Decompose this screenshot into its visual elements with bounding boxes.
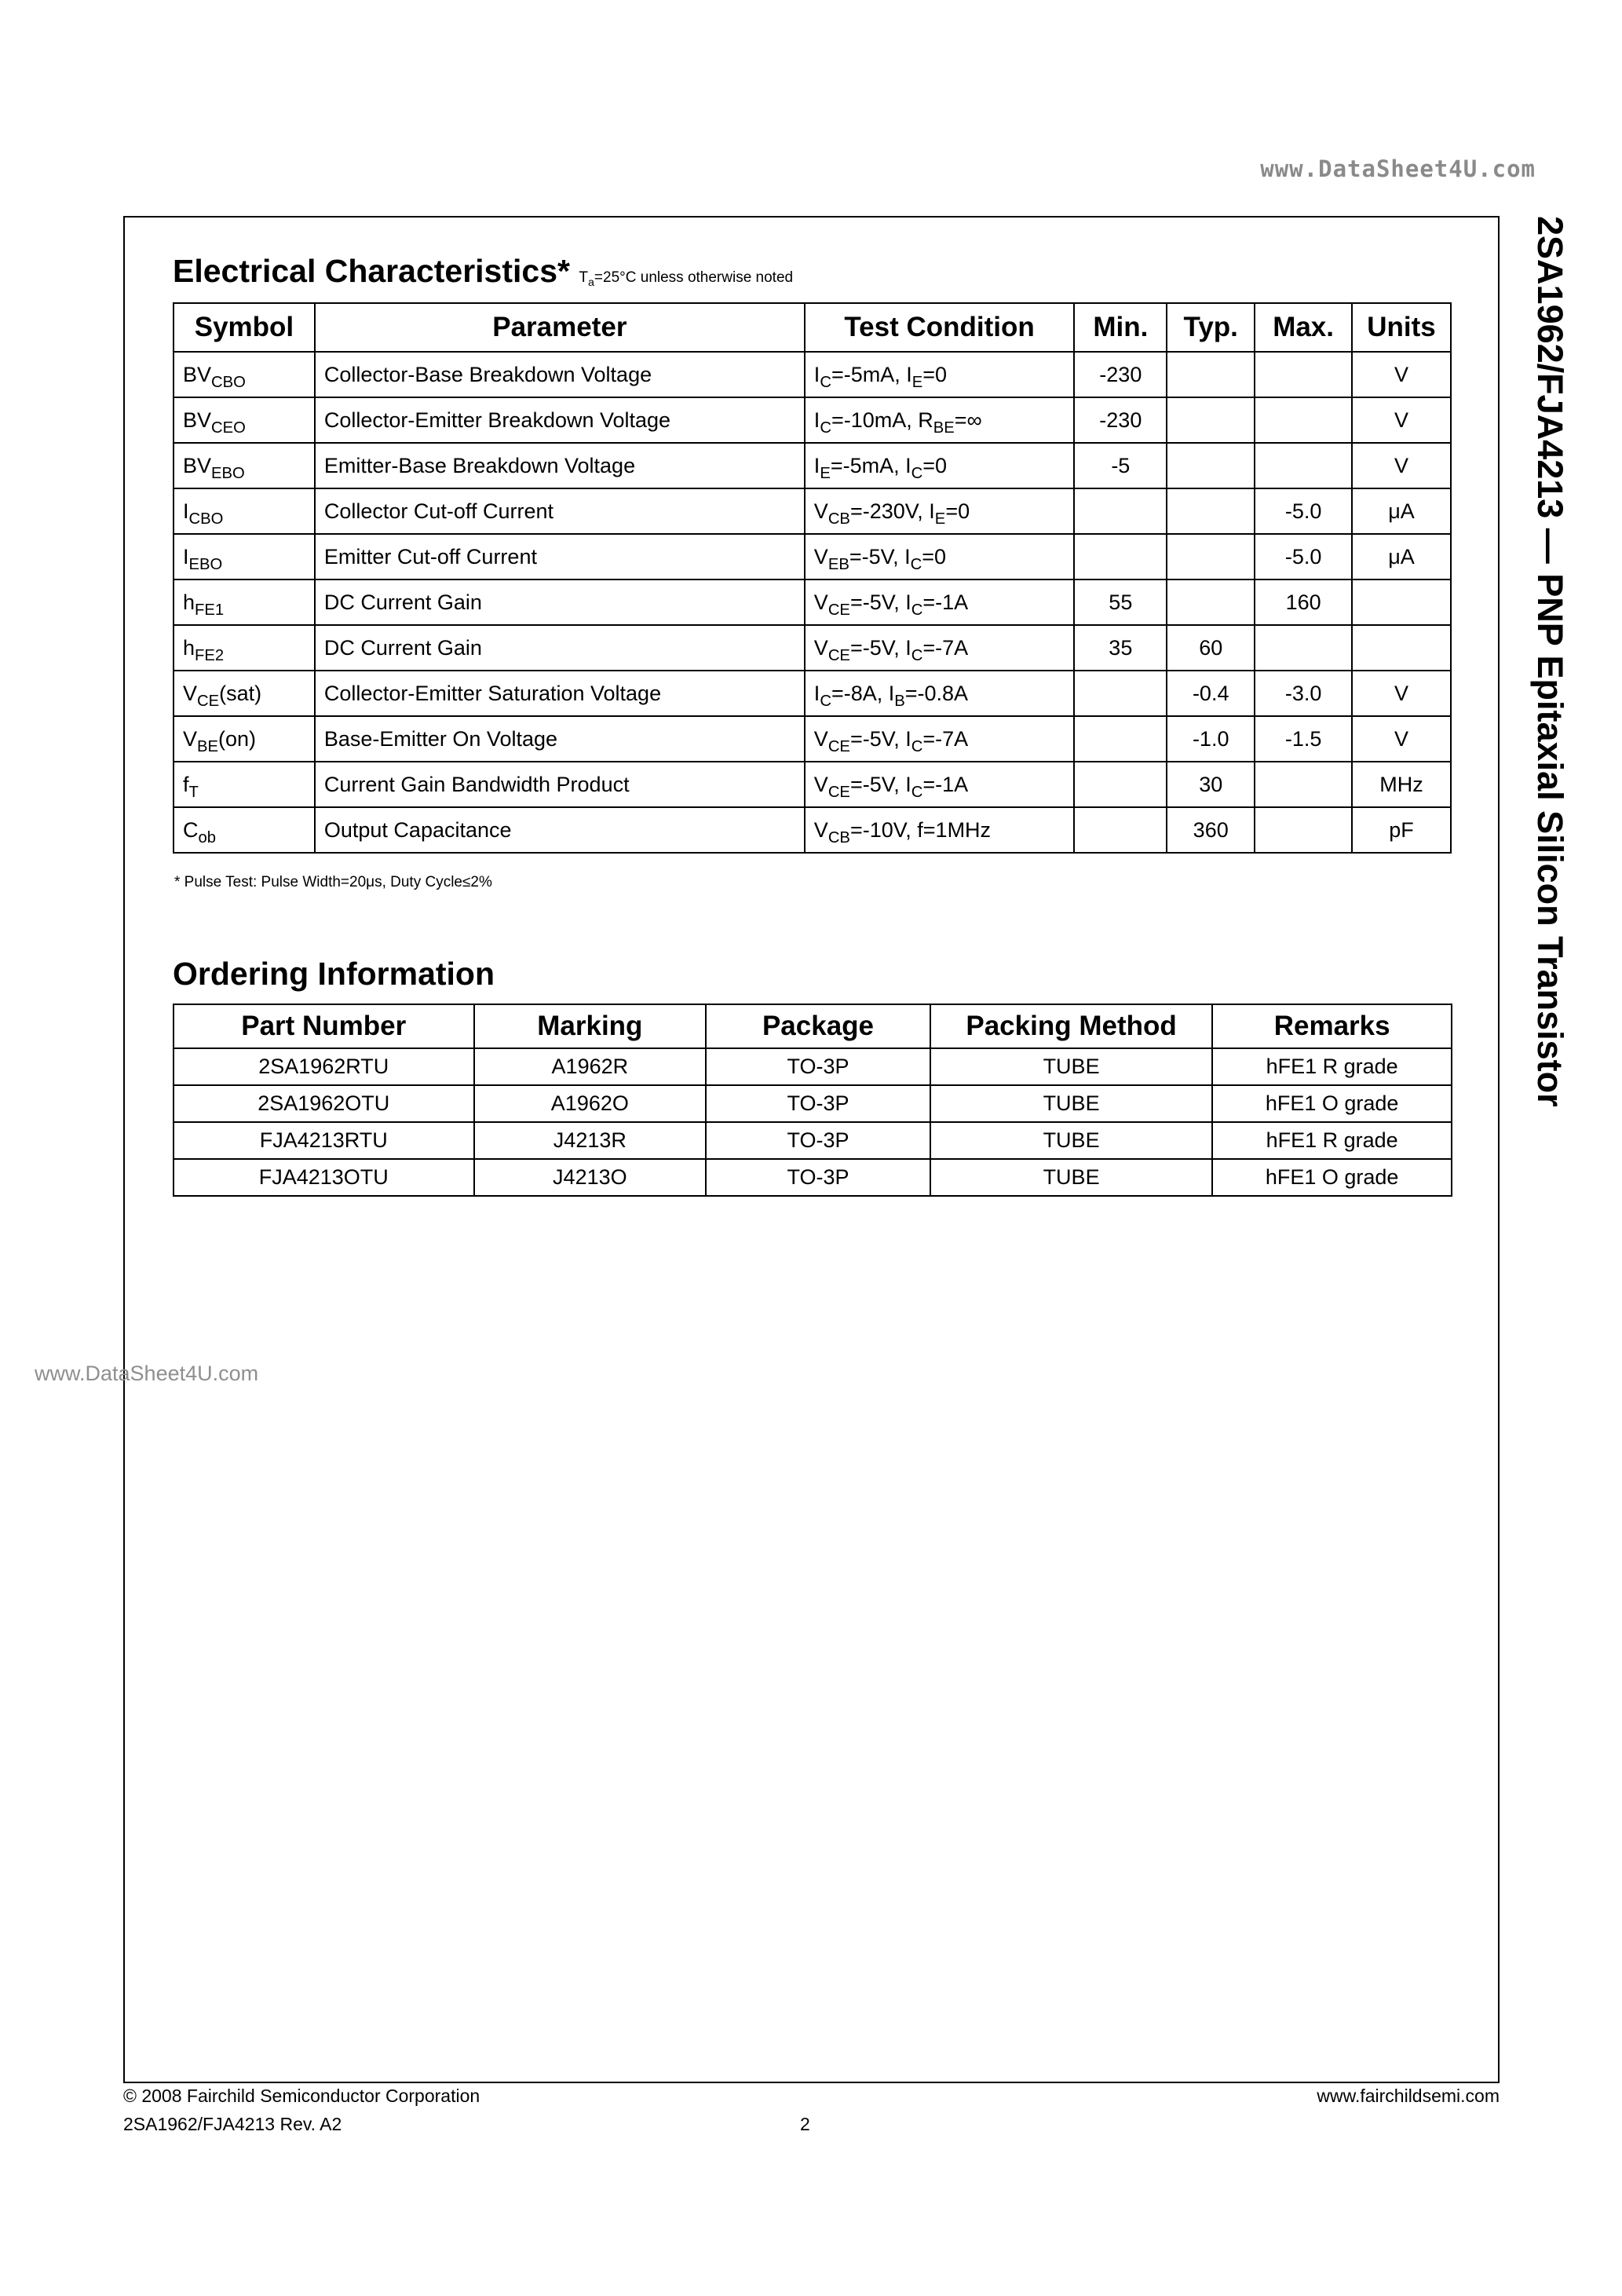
test-condition-cell bbox=[805, 762, 1075, 807]
note-t: T bbox=[579, 269, 588, 286]
max-cell bbox=[1255, 807, 1352, 853]
symbol-cell bbox=[174, 716, 315, 762]
condition-text: =0 bbox=[922, 362, 948, 386]
parameter-cell: Current Gain Bandwidth Product bbox=[315, 762, 805, 807]
parameter-cell: Collector-Emitter Saturation Voltage bbox=[315, 671, 805, 716]
ordering-cell: hFE1 O grade bbox=[1212, 1085, 1452, 1122]
ordering-table bbox=[173, 1004, 1452, 1197]
typ-cell bbox=[1167, 579, 1255, 625]
ordering-row bbox=[174, 1122, 1452, 1159]
ordering-cell: A1962O bbox=[474, 1085, 707, 1122]
condition-text: =-8A, I bbox=[831, 681, 895, 705]
ordering-cell: A1962R bbox=[474, 1048, 707, 1085]
condition-text: =-10V, f=1MHz bbox=[849, 817, 992, 842]
symbol-main: BV bbox=[183, 453, 212, 477]
electrical-row bbox=[174, 443, 1451, 488]
condition-subscript: C bbox=[911, 737, 923, 755]
units-cell: μA bbox=[1352, 534, 1451, 579]
condition-subscript: E bbox=[820, 464, 831, 482]
typ-cell: 30 bbox=[1167, 762, 1255, 807]
units-cell: V bbox=[1352, 397, 1451, 443]
ordering-cell: TO-3P bbox=[706, 1048, 930, 1085]
ordering-cell: FJA4213RTU bbox=[174, 1122, 474, 1159]
condition-text: =-230V, I bbox=[849, 499, 935, 523]
symbol-cell bbox=[174, 443, 315, 488]
ordering-cell: TUBE bbox=[930, 1048, 1212, 1085]
symbol-main: h bbox=[183, 590, 195, 614]
symbol-subscript: CBO bbox=[211, 373, 246, 391]
test-condition-cell bbox=[805, 625, 1075, 671]
electrical-header-cell: Test Condition bbox=[805, 303, 1075, 352]
symbol-cell bbox=[174, 397, 315, 443]
condition-text: V bbox=[813, 772, 828, 796]
typ-cell bbox=[1167, 397, 1255, 443]
min-cell: -230 bbox=[1074, 397, 1167, 443]
condition-subscript: B bbox=[894, 692, 905, 710]
symbol-subscript: FE1 bbox=[195, 601, 225, 619]
ordering-row bbox=[174, 1159, 1452, 1196]
test-condition-cell bbox=[805, 579, 1075, 625]
max-cell bbox=[1255, 443, 1352, 488]
condition-text: =-5V, I bbox=[849, 726, 911, 751]
condition-text: I bbox=[813, 453, 820, 477]
units-cell: μA bbox=[1352, 488, 1451, 534]
condition-subscript: E bbox=[911, 373, 923, 391]
symbol-suffix: (sat) bbox=[219, 681, 262, 705]
ordering-cell: hFE1 R grade bbox=[1212, 1048, 1452, 1085]
ordering-header-cell: Package bbox=[706, 1004, 930, 1048]
electrical-row bbox=[174, 807, 1451, 853]
test-condition-cell bbox=[805, 488, 1075, 534]
condition-text: =0 bbox=[922, 544, 947, 569]
condition-subscript: C bbox=[911, 646, 923, 664]
symbol-cell bbox=[174, 579, 315, 625]
ordering-header-cell: Remarks bbox=[1212, 1004, 1452, 1048]
condition-subscript: C bbox=[911, 601, 923, 619]
condition-text: =-5V, I bbox=[849, 590, 911, 614]
condition-text: V bbox=[813, 544, 828, 569]
symbol-subscript: FE2 bbox=[195, 646, 225, 664]
condition-subscript: CE bbox=[827, 737, 850, 755]
typ-cell bbox=[1167, 352, 1255, 397]
condition-text: V bbox=[813, 590, 828, 614]
parameter-cell: Output Capacitance bbox=[315, 807, 805, 853]
parameter-cell: DC Current Gain bbox=[315, 625, 805, 671]
footer-copyright: © 2008 Fairchild Semiconductor Corporation bbox=[123, 2086, 480, 2106]
condition-text: I bbox=[813, 362, 820, 386]
condition-text: I bbox=[813, 681, 820, 705]
condition-subscript: C bbox=[820, 419, 831, 437]
electrical-header-cell: Symbol bbox=[174, 303, 315, 352]
symbol-suffix: (on) bbox=[218, 726, 257, 751]
ordering-cell: 2SA1962RTU bbox=[174, 1048, 474, 1085]
condition-text: =0 bbox=[922, 453, 948, 477]
min-cell: -230 bbox=[1074, 352, 1167, 397]
units-cell: V bbox=[1352, 671, 1451, 716]
min-cell bbox=[1074, 716, 1167, 762]
ordering-cell: 2SA1962OTU bbox=[174, 1085, 474, 1122]
symbol-main: BV bbox=[183, 408, 212, 432]
condition-text: V bbox=[813, 726, 828, 751]
condition-subscript: EB bbox=[827, 555, 849, 573]
electrical-row bbox=[174, 716, 1451, 762]
condition-subscript: C bbox=[910, 555, 922, 573]
symbol-cell bbox=[174, 352, 315, 397]
condition-text: =-5mA, I bbox=[830, 453, 911, 477]
parameter-cell: Collector-Emitter Breakdown Voltage bbox=[315, 397, 805, 443]
electrical-row bbox=[174, 625, 1451, 671]
symbol-main: f bbox=[183, 772, 189, 796]
max-cell: -1.5 bbox=[1255, 716, 1352, 762]
condition-text: =-5mA, I bbox=[831, 362, 912, 386]
ordering-cell: TUBE bbox=[930, 1085, 1212, 1122]
units-cell bbox=[1352, 625, 1451, 671]
parameter-cell: Emitter Cut-off Current bbox=[315, 534, 805, 579]
condition-subscript: CB bbox=[827, 510, 850, 528]
electrical-header-cell: Typ. bbox=[1167, 303, 1255, 352]
side-title: 2SA1962/FJA4213 — PNP Epitaxial Silicon Transistor bbox=[1530, 216, 1570, 1107]
ordering-cell: TO-3P bbox=[706, 1085, 930, 1122]
condition-subscript: C bbox=[820, 373, 831, 391]
ordering-cell: J4213O bbox=[474, 1159, 707, 1196]
footer-website[interactable]: www.fairchildsemi.com bbox=[1317, 2086, 1500, 2106]
condition-text: =-5V, I bbox=[849, 772, 911, 796]
electrical-header-row bbox=[174, 303, 1451, 352]
watermark-top: www.DataSheet4U.com bbox=[1260, 155, 1536, 182]
typ-cell: -1.0 bbox=[1167, 716, 1255, 762]
condition-subscript: C bbox=[820, 692, 831, 710]
electrical-row bbox=[174, 762, 1451, 807]
test-condition-cell bbox=[805, 671, 1075, 716]
footer-docrev: 2SA1962/FJA4213 Rev. A2 bbox=[123, 2114, 342, 2134]
ordering-header-cell: Marking bbox=[474, 1004, 707, 1048]
parameter-cell: DC Current Gain bbox=[315, 579, 805, 625]
min-cell bbox=[1074, 807, 1167, 853]
min-cell bbox=[1074, 671, 1167, 716]
electrical-body bbox=[174, 352, 1451, 853]
typ-cell: 360 bbox=[1167, 807, 1255, 853]
typ-cell: 60 bbox=[1167, 625, 1255, 671]
electrical-header-cell: Min. bbox=[1074, 303, 1167, 352]
symbol-subscript: EBO bbox=[188, 555, 223, 573]
symbol-main: I bbox=[183, 499, 189, 523]
side-title-container bbox=[1501, 216, 1580, 1107]
condition-text: I bbox=[813, 408, 820, 432]
test-condition-cell bbox=[805, 397, 1075, 443]
electrical-row bbox=[174, 352, 1451, 397]
condition-subscript: CE bbox=[827, 601, 850, 619]
test-condition-cell bbox=[805, 352, 1075, 397]
parameter-cell: Base-Emitter On Voltage bbox=[315, 716, 805, 762]
symbol-main: h bbox=[183, 635, 195, 660]
ordering-body bbox=[174, 1048, 1452, 1196]
ordering-row bbox=[174, 1048, 1452, 1085]
watermark-mid: www.DataSheet4U.com bbox=[35, 1362, 259, 1385]
symbol-cell bbox=[174, 625, 315, 671]
condition-text: V bbox=[813, 499, 828, 523]
min-cell bbox=[1074, 762, 1167, 807]
electrical-title: Electrical Characteristics* bbox=[173, 253, 570, 289]
condition-text: V bbox=[813, 817, 828, 842]
condition-subscript: C bbox=[911, 783, 923, 801]
ordering-title: Ordering Information bbox=[173, 956, 495, 992]
max-cell: -3.0 bbox=[1255, 671, 1352, 716]
electrical-heading bbox=[173, 253, 793, 290]
symbol-subscript: CEO bbox=[211, 419, 246, 437]
units-cell: V bbox=[1352, 716, 1451, 762]
condition-subscript: C bbox=[911, 464, 923, 482]
typ-cell: -0.4 bbox=[1167, 671, 1255, 716]
condition-text: =-0.8A bbox=[904, 681, 969, 705]
condition-text: =-7A bbox=[922, 726, 969, 751]
symbol-main: V bbox=[183, 681, 198, 705]
symbol-cell bbox=[174, 762, 315, 807]
note-rest: =25°C unless otherwise noted bbox=[594, 269, 794, 286]
min-cell: 35 bbox=[1074, 625, 1167, 671]
ordering-header-cell: Part Number bbox=[174, 1004, 474, 1048]
condition-text: =-1A bbox=[922, 772, 969, 796]
condition-subscript: BE bbox=[933, 419, 955, 437]
typ-cell bbox=[1167, 488, 1255, 534]
symbol-cell bbox=[174, 488, 315, 534]
ordering-cell: FJA4213OTU bbox=[174, 1159, 474, 1196]
symbol-subscript: CBO bbox=[188, 510, 224, 528]
electrical-row bbox=[174, 671, 1451, 716]
min-cell bbox=[1074, 488, 1167, 534]
units-cell: V bbox=[1352, 443, 1451, 488]
condition-text: =0 bbox=[945, 499, 970, 523]
units-cell: MHz bbox=[1352, 762, 1451, 807]
symbol-subscript: ob bbox=[198, 828, 217, 846]
condition-text: V bbox=[813, 635, 828, 660]
test-condition-cell bbox=[805, 534, 1075, 579]
symbol-cell bbox=[174, 534, 315, 579]
parameter-cell: Collector-Base Breakdown Voltage bbox=[315, 352, 805, 397]
condition-text: =-1A bbox=[922, 590, 969, 614]
symbol-main: BV bbox=[183, 362, 212, 386]
parameter-cell: Collector Cut-off Current bbox=[315, 488, 805, 534]
electrical-table bbox=[173, 302, 1452, 854]
condition-text: =-7A bbox=[922, 635, 969, 660]
min-cell bbox=[1074, 534, 1167, 579]
units-cell: pF bbox=[1352, 807, 1451, 853]
symbol-main: C bbox=[183, 817, 199, 842]
symbol-subscript: T bbox=[188, 783, 199, 801]
ordering-cell: TO-3P bbox=[706, 1159, 930, 1196]
ordering-cell: TO-3P bbox=[706, 1122, 930, 1159]
ordering-cell: J4213R bbox=[474, 1122, 707, 1159]
electrical-footnote: * Pulse Test: Pulse Width=20μs, Duty Cycle≤2% bbox=[174, 874, 492, 890]
symbol-subscript: EBO bbox=[211, 464, 245, 482]
typ-cell bbox=[1167, 443, 1255, 488]
electrical-row bbox=[174, 488, 1451, 534]
note-sub: a bbox=[587, 276, 594, 289]
units-cell bbox=[1352, 579, 1451, 625]
test-condition-cell bbox=[805, 807, 1075, 853]
ordering-header-row bbox=[174, 1004, 1452, 1048]
max-cell: -5.0 bbox=[1255, 488, 1352, 534]
symbol-main: V bbox=[183, 726, 198, 751]
condition-subscript: CE bbox=[827, 783, 850, 801]
max-cell bbox=[1255, 352, 1352, 397]
condition-text: =-10mA, R bbox=[831, 408, 933, 432]
electrical-header-cell: Parameter bbox=[315, 303, 805, 352]
max-cell bbox=[1255, 762, 1352, 807]
condition-text: =-5V, I bbox=[849, 635, 911, 660]
electrical-row bbox=[174, 534, 1451, 579]
max-cell: 160 bbox=[1255, 579, 1352, 625]
ordering-cell: TUBE bbox=[930, 1122, 1212, 1159]
max-cell: -5.0 bbox=[1255, 534, 1352, 579]
condition-subscript: CB bbox=[827, 828, 850, 846]
typ-cell bbox=[1167, 534, 1255, 579]
electrical-header-cell: Units bbox=[1352, 303, 1451, 352]
parameter-cell: Emitter-Base Breakdown Voltage bbox=[315, 443, 805, 488]
ordering-cell: hFE1 O grade bbox=[1212, 1159, 1452, 1196]
electrical-header-cell: Max. bbox=[1255, 303, 1352, 352]
symbol-cell bbox=[174, 807, 315, 853]
symbol-cell bbox=[174, 671, 315, 716]
ordering-row bbox=[174, 1085, 1452, 1122]
condition-subscript: E bbox=[934, 510, 946, 528]
condition-subscript: CE bbox=[827, 646, 850, 664]
symbol-subscript: CE bbox=[197, 692, 220, 710]
max-cell bbox=[1255, 397, 1352, 443]
electrical-row bbox=[174, 397, 1451, 443]
symbol-main: I bbox=[183, 544, 189, 569]
condition-text: =-5V, I bbox=[849, 544, 911, 569]
symbol-subscript: BE bbox=[197, 737, 219, 755]
units-cell: V bbox=[1352, 352, 1451, 397]
footer-page-number: 2 bbox=[800, 2114, 810, 2134]
min-cell: -5 bbox=[1074, 443, 1167, 488]
test-condition-cell bbox=[805, 443, 1075, 488]
test-condition-cell bbox=[805, 716, 1075, 762]
max-cell bbox=[1255, 625, 1352, 671]
ordering-header-cell: Packing Method bbox=[930, 1004, 1212, 1048]
ordering-cell: TUBE bbox=[930, 1159, 1212, 1196]
condition-text: =∞ bbox=[954, 408, 982, 432]
electrical-row bbox=[174, 579, 1451, 625]
min-cell: 55 bbox=[1074, 579, 1167, 625]
electrical-note bbox=[579, 269, 794, 289]
ordering-cell: hFE1 R grade bbox=[1212, 1122, 1452, 1159]
